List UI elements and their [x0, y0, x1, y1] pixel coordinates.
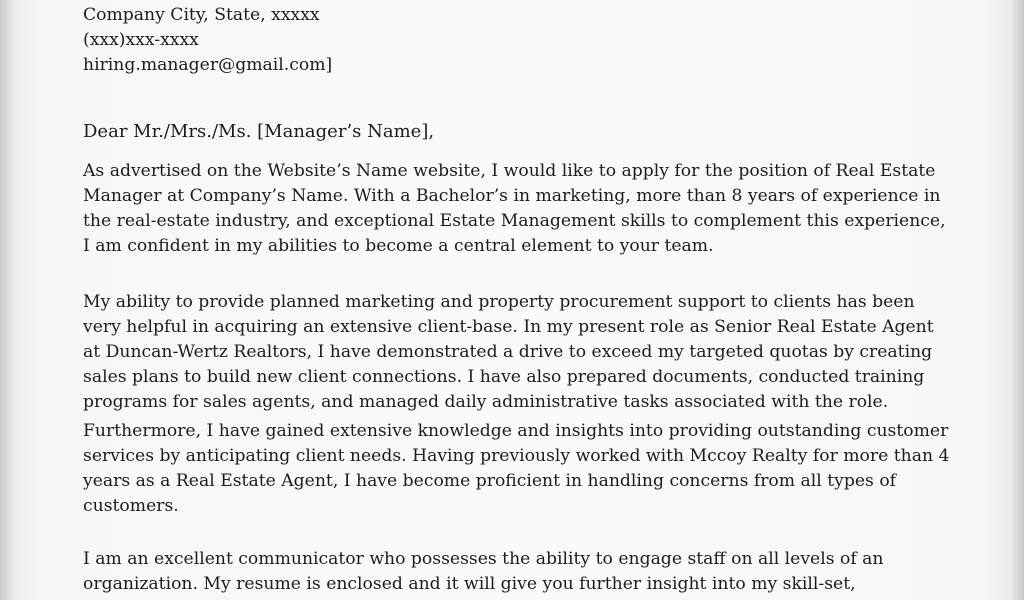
paragraph-line: at Duncan-Wertz Realtors, I have demonstrated a drive to exceed my targeted quotas by creating	[83, 342, 933, 362]
paragraph-line: customers.	[83, 496, 179, 516]
paragraph-intro	[83, 159, 946, 259]
paragraph-line: I am an excellent communicator who possesses the ability to engage staff on all levels of an	[83, 549, 884, 569]
paragraph-line: organization. My resume is enclosed and it will give you further insight into my skill-set,	[83, 574, 856, 594]
paragraph-line: Manager at Company’s Name. With a Bachelor’s in marketing, more than 8 years of experience in	[83, 186, 941, 206]
salutation: Dear Mr./Mrs./Ms. [Manager’s Name],	[83, 121, 435, 142]
paragraph-line: Furthermore, I have gained extensive knowledge and insights into providing outstanding customer	[83, 421, 949, 441]
paragraph-line: very helpful in acquiring an extensive client-base. In my present role as Senior Real Estate Agent	[83, 317, 934, 337]
email-line: hiring.manager@gmail.com]	[83, 55, 333, 75]
paragraph-line: As advertised on the Website’s Name website, I would like to apply for the position of Real Estate	[83, 161, 936, 181]
paragraph-line: programs for sales agents, and managed daily administrative tasks associated with the role.	[83, 392, 889, 412]
company-city-line: Company City, State, xxxxx	[83, 5, 320, 25]
phone-line: (xxx)xxx-xxxx	[83, 30, 199, 50]
paragraph-line: services by anticipating client needs. Having previously worked with Mccoy Realty for more than 4	[83, 446, 950, 466]
paragraph-experience	[83, 290, 934, 415]
recipient-address-block	[83, 3, 332, 78]
paragraph-line: years as a Real Estate Agent, I have become proficient in handling concerns from all types of	[83, 471, 897, 491]
paragraph-communication	[83, 547, 884, 597]
paragraph-line: I am confident in my abilities to become a central element to your team.	[83, 236, 714, 256]
paragraph-line: My ability to provide planned marketing and property procurement support to clients has been	[83, 292, 915, 312]
paragraph-line: the real-estate industry, and exceptional Estate Management skills to complement this experience,	[83, 211, 946, 231]
paragraph-line: sales plans to build new client connections. I have also prepared documents, conducted training	[83, 367, 925, 387]
paragraph-customer-service	[83, 419, 949, 519]
